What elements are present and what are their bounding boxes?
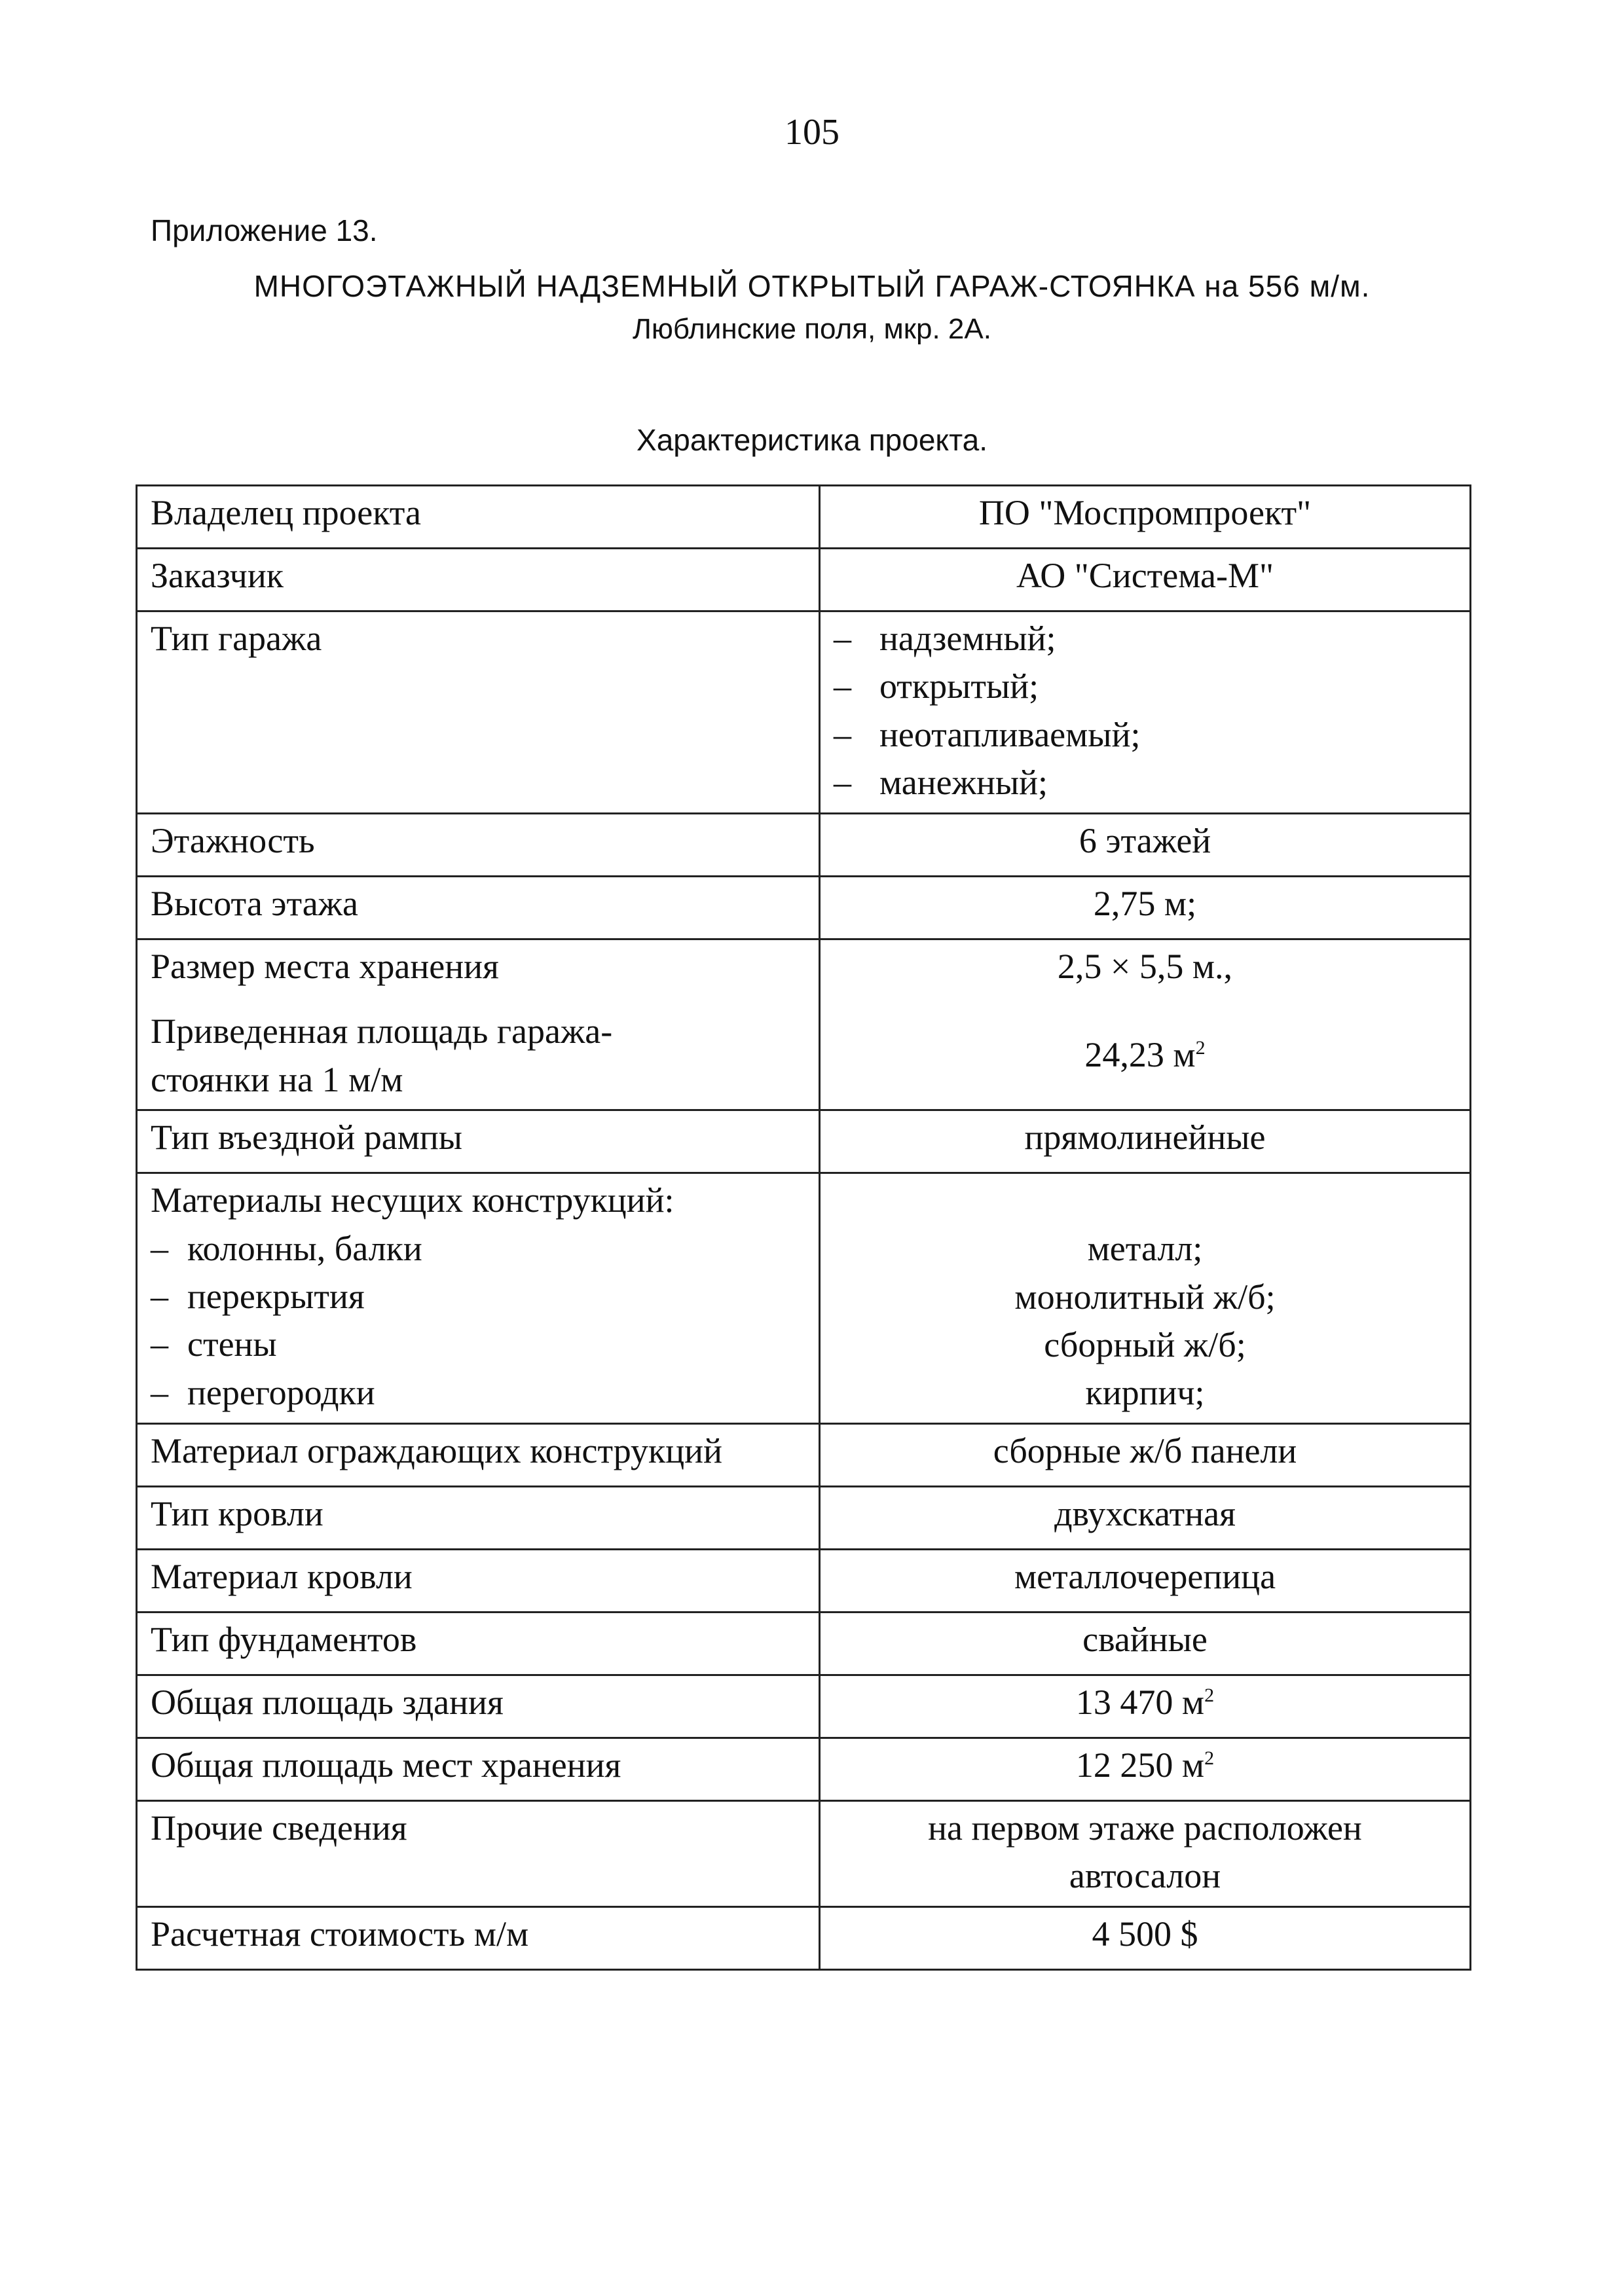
page-number: 105 (784, 112, 840, 153)
row-value: АО "Система-М" (820, 549, 1471, 611)
row-label: Материал кровли (137, 1549, 820, 1612)
row-value: ПО "Моспромпроект" (820, 486, 1471, 549)
row-value: сборные ж/б панели (820, 1423, 1471, 1486)
list-item: – стены (151, 1324, 277, 1364)
table-row (137, 549, 1471, 611)
list-item: – манежный; (834, 763, 1048, 803)
table-row (137, 1800, 1471, 1906)
table-row (137, 813, 1471, 876)
table-row (137, 1110, 1471, 1173)
row-label: Тип гаража (137, 611, 820, 814)
appendix-label: Приложение 13. (151, 213, 378, 247)
table-row (137, 1675, 1471, 1738)
row-value: прямолинейные (820, 1110, 1471, 1173)
row-label: Тип въездной рампы (137, 1110, 820, 1173)
table-row (137, 876, 1471, 939)
table-row (137, 1906, 1471, 1969)
row-value: металлочерепица (820, 1549, 1471, 1612)
list-item: – колонны, балки (151, 1228, 422, 1268)
document-title: МНОГОЭТАЖНЫЙ НАДЗЕМНЫЙ ОТКРЫТЫЙ ГАРАЖ-СТОЯНКА на 556 м/м. (253, 269, 1371, 303)
row-label: Материал ограждающих конструкций (137, 1423, 820, 1486)
project-characteristics-table (136, 484, 1471, 1971)
row-value: двухскатная (820, 1486, 1471, 1549)
row-value: 6 этажей (820, 813, 1471, 876)
row-value: 2,75 м; (820, 876, 1471, 939)
table-row (137, 1423, 1471, 1486)
row-label: Владелец проекта (137, 486, 820, 549)
list-item: – перегородки (151, 1372, 375, 1412)
table-row (137, 1173, 1471, 1424)
row-label: Размер места хранения Приведенная площадь гаража- стоянки на 1 м/м (137, 939, 820, 1110)
row-value: на первом этаже расположен автосалон (820, 1800, 1471, 1906)
row-value: свайные (820, 1612, 1471, 1675)
table-row (137, 611, 1471, 814)
materials-list: Материалы несущих конструкций: – колонны, балки – перекрытия – стены – перегородки (137, 1173, 820, 1424)
row-label: Заказчик (137, 549, 820, 611)
row-label: Этажность (137, 813, 820, 876)
row-value: 2,5 × 5,5 м., 24,23 $м^2$ (820, 939, 1471, 1110)
list-item: – перекрытия (151, 1276, 365, 1316)
garage-type-list (820, 611, 1471, 814)
row-label: Общая площадь здания (137, 1675, 820, 1738)
row-value: 4 500 $ (820, 1906, 1471, 1969)
row-label: Высота этажа (137, 876, 820, 939)
row-value: 12 250 $м^2$ (820, 1738, 1471, 1800)
row-label: Тип кровли (137, 1486, 820, 1549)
list-item: – открытый; (834, 666, 1039, 706)
table-caption: Характеристика проекта. (637, 423, 987, 457)
row-label: Тип фундаментов (137, 1612, 820, 1675)
row-label: Общая площадь мест хранения (137, 1738, 820, 1800)
table-row (137, 1486, 1471, 1549)
table-row (137, 1612, 1471, 1675)
table-row (137, 1549, 1471, 1612)
list-item: – неотапливаемый; (834, 714, 1141, 754)
table-row (137, 486, 1471, 549)
row-value: 13 470 $м^2$ (820, 1675, 1471, 1738)
row-label: Прочие сведения (137, 1800, 820, 1906)
list-item: – надземный; (834, 619, 1056, 658)
row-label: Расчетная стоимость м/м (137, 1906, 820, 1969)
materials-values: металл; монолитный ж/б; сборный ж/б; кирпич; (820, 1173, 1471, 1424)
document-subtitle: Люблинские поля, мкр. 2А. (633, 313, 991, 345)
table-row (137, 1738, 1471, 1800)
table-row (137, 939, 1471, 1110)
